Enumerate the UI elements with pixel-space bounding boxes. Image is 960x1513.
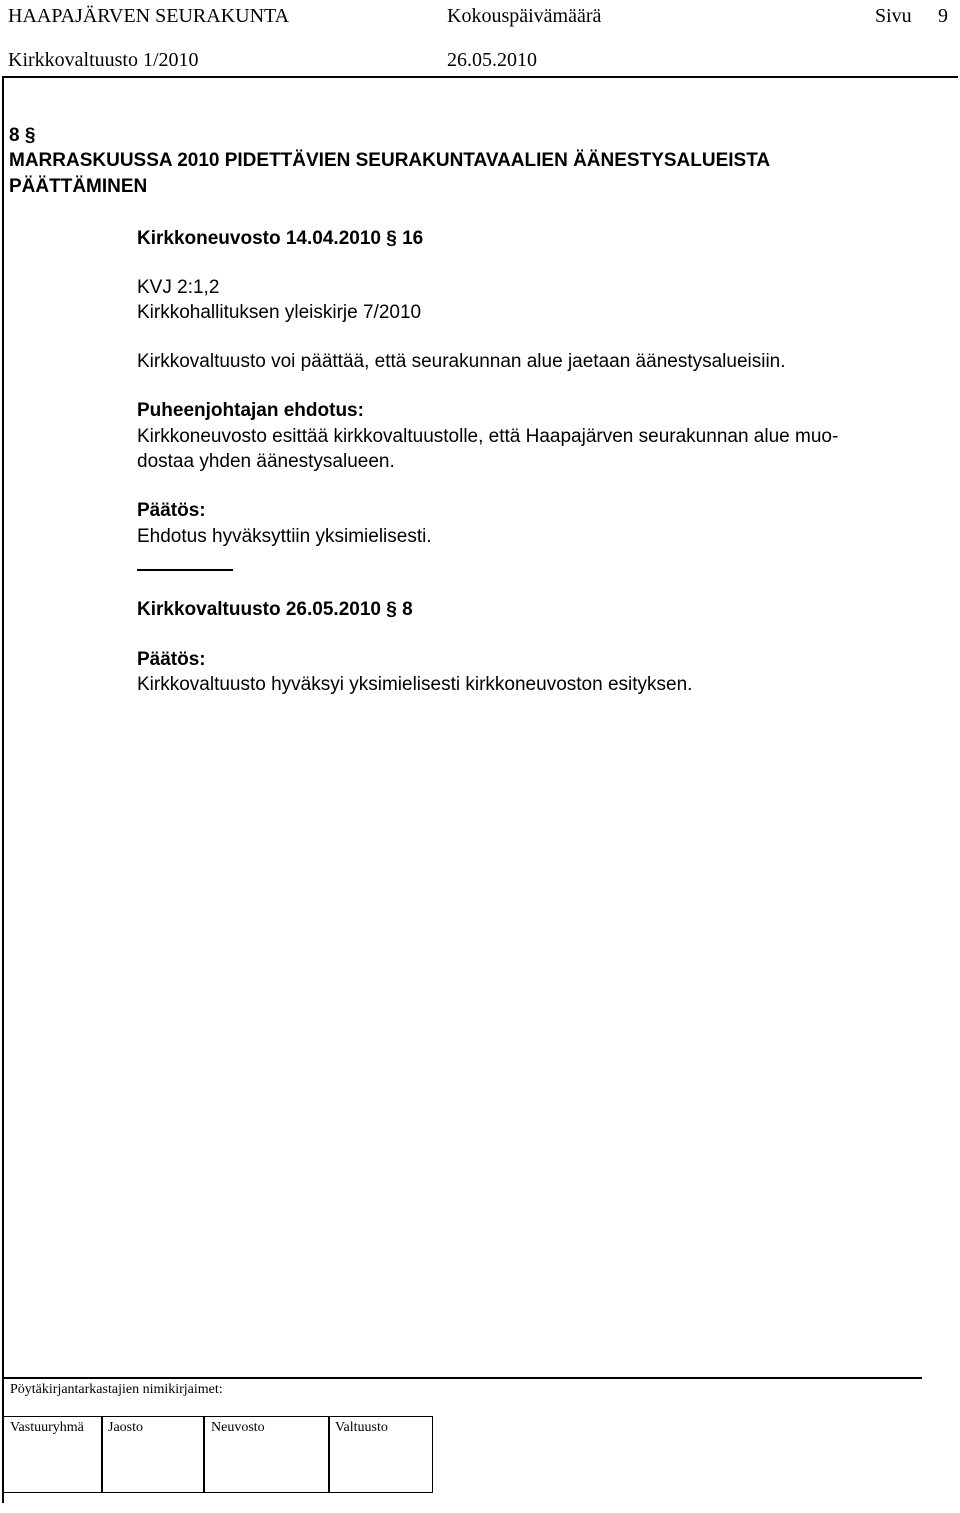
org-name: HAAPAJÄRVEN SEURAKUNTA <box>8 5 290 27</box>
column-valtuusto: Valtuusto <box>335 1420 388 1435</box>
council-heading-number: 16 <box>402 228 424 249</box>
section-title-line2: PÄÄTTÄMINEN <box>9 176 148 197</box>
proposal-line2: dostaa yhden äänestysalueen. <box>137 451 395 472</box>
council-decision-text: Ehdotus hyväksyttiin yksimielisesti. <box>137 526 432 547</box>
assembly-heading-text: Kirkkovaltuusto 26.05.2010 <box>137 599 381 620</box>
section-symbol: § <box>24 125 36 146</box>
section-title-line1: MARRASKUUSSA 2010 PIDETTÄVIEN SEURAKUNTAVAALIEN ÄÄNESTYSALUEISTA <box>9 150 771 171</box>
council-heading <box>137 226 423 251</box>
column-vastuuryhma: Vastuuryhmä <box>10 1420 84 1435</box>
frame-left-rule <box>2 76 4 1503</box>
page-number: 9 <box>938 5 948 27</box>
assembly-decision-text: Kirkkovaltuusto hyväksyi yksimielisesti kirkkoneuvoston esityksen. <box>137 674 693 695</box>
minutes-id: Kirkkovaltuusto 1/2010 <box>8 49 199 71</box>
proposal-label: Puheenjohtajan ehdotus: <box>137 400 364 421</box>
assembly-heading-number: 8 <box>402 599 413 620</box>
signatures-rule <box>4 1377 922 1379</box>
council-heading-symbol: § <box>386 228 397 249</box>
column-jaosto: Jaosto <box>108 1420 143 1435</box>
assembly-heading <box>137 597 413 622</box>
column-neuvosto: Neuvosto <box>211 1420 265 1435</box>
reference-letter: Kirkkohallituksen yleiskirje 7/2010 <box>137 302 422 323</box>
column-divider <box>328 1417 330 1492</box>
approval-table <box>4 1416 433 1493</box>
meeting-date: 26.05.2010 <box>447 49 537 71</box>
section-divider <box>137 569 233 571</box>
signatures-label: Pöytäkirjantarkastajien nimikirjaimet: <box>10 1382 223 1397</box>
page-label: Sivu <box>875 5 912 27</box>
column-divider <box>203 1417 205 1492</box>
column-divider <box>101 1417 103 1492</box>
reference-kvj: KVJ 2:1,2 <box>137 277 220 298</box>
assembly-decision-label: Päätös: <box>137 649 206 670</box>
section-number <box>9 122 35 150</box>
frame-top-rule <box>2 76 958 78</box>
council-body-text: Kirkkovaltuusto voi päättää, että seurakunnan alue jaetaan äänestysalueisiin. <box>137 351 786 372</box>
meeting-date-label: Kokouspäivämäärä <box>447 5 602 27</box>
section-number-value: 8 <box>9 125 20 146</box>
council-decision-label: Päätös: <box>137 500 206 521</box>
council-heading-text: Kirkkoneuvosto 14.04.2010 <box>137 228 381 249</box>
assembly-heading-symbol: § <box>386 599 397 620</box>
proposal-line1: Kirkkoneuvosto esittää kirkkovaltuustolle, että Haapajärven seurakunnan alue muo- <box>137 426 839 447</box>
